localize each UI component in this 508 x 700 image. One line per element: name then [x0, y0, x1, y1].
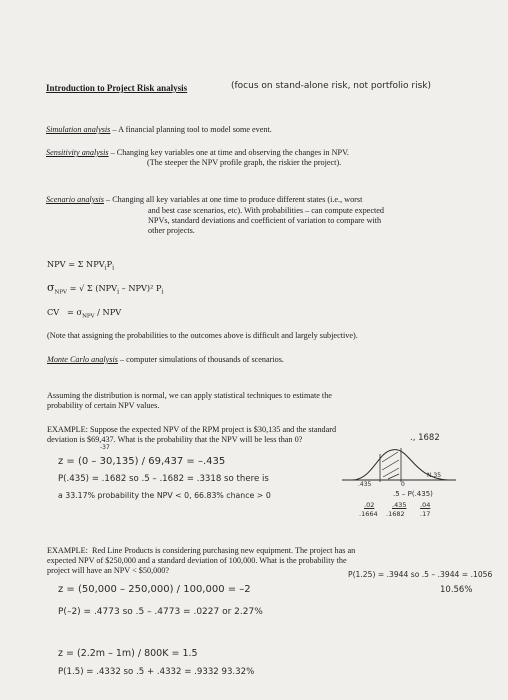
scenario-text-4: other projects. — [148, 226, 195, 235]
example2-hw-line-4: P(1.5) = .4332 so .5 + .4332 = .9332 93.32% — [58, 667, 255, 677]
sensitivity-text-2: (The steeper the NPV profile graph, the riskier the project). — [147, 158, 342, 167]
scenario-text-3: NPVs, standard deviations and coefficient of variation to compare with — [148, 216, 382, 225]
graph-label-left: .435 — [358, 481, 372, 488]
page-title: Introduction to Project Risk analysis — [46, 83, 188, 93]
sensitivity-term: Sensitivity analysis — [46, 148, 109, 157]
example1-hw-line-1: z = (0 – 30,135) / 69,437 = –.435 — [58, 456, 226, 467]
formula-npv: NPV = Σ $NPV_iP_i$ — [47, 259, 114, 272]
example2-hw-line-1: z = (50,000 – 250,000) / 100,000 = –2 — [58, 584, 251, 595]
example2-label: EXAMPLE: — [47, 546, 88, 555]
scenario-term: Scenario analysis — [46, 195, 104, 204]
note-text: (Note that assigning the probabilities to the outcomes above is difficult and largely subjective). — [47, 331, 358, 340]
monte-carlo-term: Monte Carlo analysis — [47, 355, 118, 364]
example1-hw-side: ., 1682 — [410, 433, 440, 443]
graph-c1: .1664 — [359, 510, 378, 518]
simulation-term: Simulation analysis — [46, 125, 111, 134]
graph-b2: .435 — [392, 501, 407, 509]
graph-b1: .02 — [364, 501, 375, 509]
monte-carlo-text: – computer simulations of thousands of scenarios. — [117, 355, 284, 364]
example1-hw-line-2: P(.435) = .1682 so .5 – .1682 = .3318 so there is — [58, 474, 269, 484]
graph-label-below: .5 – P(.435) — [393, 490, 433, 498]
scenario-text-1: – Changing all key variables at one time to produce different states (i.e., worst — [104, 195, 363, 204]
example2-hw-line-2: P(–2) = .4773 so .5 – .4773 = .0227 or 2.27% — [58, 607, 263, 617]
graph-label-zero: 0 — [401, 481, 405, 488]
sensitivity-text: – Changing key variables one at time and observing the changes in NPV. — [108, 148, 349, 157]
assuming-text-2: probability of certain NPV values. — [47, 401, 160, 410]
example2-line-1 — [47, 546, 355, 556]
graph-c2: .1682 — [386, 510, 405, 518]
graph-c3: .17 — [420, 510, 431, 518]
example1-hw-small: -37 — [100, 444, 110, 451]
scenario-text-2: and best case scenarios, etc). With probabilities – can compute expected — [148, 206, 384, 215]
graph-label-right: N.35 — [427, 472, 442, 479]
example1-hw-line-3: a 33.17% probability the NPV < 0, 66.83% chance > 0 — [58, 491, 271, 500]
example2-hw-line-3: z = (2.2m – 1m) / 800K = 1.5 — [58, 648, 198, 659]
example2-text-1: Red Line Products is considering purchasing new equipment. The project has an — [92, 546, 356, 555]
example2-hw-side-2: 10.56% — [440, 585, 473, 595]
example2-text-3: project will have an NPV < $50,000? — [47, 566, 170, 575]
example1-text-1: Suppose the expected NPV of the RPM project is $30,135 and the standard — [87, 425, 337, 434]
example2-hw-side-1: P(1.25) = .3944 so .5 – .3944 = .1056 — [348, 570, 493, 579]
simulation-text: – A financial planning tool to model some event. — [110, 125, 272, 134]
example2-text-2: expected NPV of $250,000 and a standard deviation of 100,000. What is the probability the — [47, 556, 347, 565]
example1-text-2: deviation is $69,437. What is the probability that the NPV will be less than 0? — [47, 435, 303, 444]
assuming-text-1: Assuming the distribution is normal, we can apply statistical techniques to estimate the — [47, 391, 332, 400]
handwritten-title-note: (focus on stand-alone risk, not portfolio risk) — [231, 81, 432, 91]
graph-b3: .04 — [420, 501, 431, 509]
example1-label: EXAMPLE: — [47, 425, 88, 434]
curve-shading — [382, 452, 399, 479]
formula-sigma: $\sigma_{NPV}$ = √ Σ $(NPV_i - NPV)^2$ $P_i$ — [47, 281, 164, 296]
formula-cv: CV = $\sigma_{NPV}$ / NPV — [47, 307, 122, 320]
